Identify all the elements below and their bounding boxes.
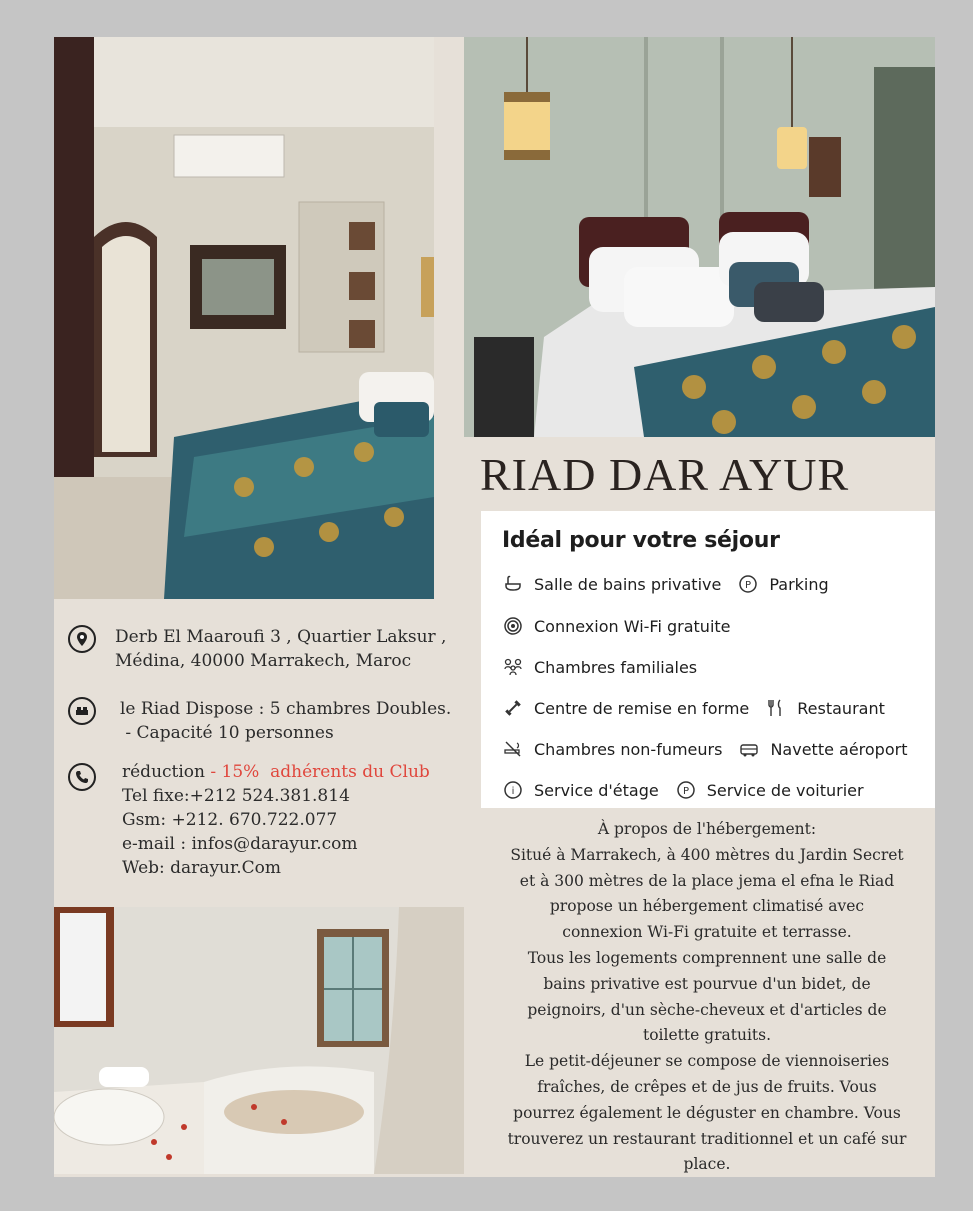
- bath-icon: [502, 573, 524, 595]
- reduction-offer: - 15% adhérents du Club: [205, 762, 430, 782]
- amenity-label: Restaurant: [797, 698, 885, 718]
- amenity-item: [502, 779, 659, 801]
- amenity-item: [502, 697, 749, 719]
- reduction-line: [122, 760, 430, 784]
- svg-text:i: i: [511, 786, 515, 797]
- amenity-item: [502, 615, 731, 637]
- fork-knife-icon: [765, 697, 787, 719]
- rooms-line-1: le Riad Dispose : 5 chambres Doubles.: [120, 699, 452, 719]
- amenity-item: [738, 738, 907, 760]
- amenity-label: Parking: [769, 574, 829, 594]
- bed-icon: [68, 697, 96, 725]
- about-line: et à 300 mètres de la place jema el efna le Riad: [519, 871, 895, 890]
- about-line: Situé à Marrakech, à 400 mètres du Jardin Secret: [510, 845, 904, 864]
- amenity-item: [765, 697, 885, 719]
- info-icon: [502, 779, 524, 801]
- valet-parking-icon: [675, 779, 697, 801]
- no-smoking-icon: [502, 738, 524, 760]
- about-line: bains privative est pourvue d'un bidet, de: [543, 974, 871, 993]
- about-line: trouverez un restaurant traditionnel et un café sur: [507, 1129, 907, 1148]
- amenity-item: [502, 656, 697, 678]
- location-pin-icon: [68, 625, 96, 653]
- amenity-item: [502, 738, 722, 760]
- about-line: place.: [683, 1155, 731, 1174]
- address-line-1: Derb El Maaroufi 3 , Quartier Laksur ,: [115, 627, 447, 647]
- reduction-label: réduction: [122, 762, 205, 782]
- about-line: pourrez également le déguster en chambre. Vous: [513, 1103, 901, 1122]
- amenity-item: [675, 779, 864, 801]
- about-line: Le petit-déjeuner se compose de viennoiseries: [524, 1052, 890, 1071]
- wifi-icon: [502, 615, 524, 637]
- email-address: e-mail : infos@darayur.com: [122, 834, 358, 854]
- svg-text:P: P: [745, 580, 752, 591]
- amenity-label: Navette aéroport: [770, 739, 908, 759]
- about-line: fraîches, de crêpes et de jus de fruits. Vous: [537, 1077, 877, 1096]
- bedroom-photo: [54, 37, 434, 599]
- amenities-row: [502, 779, 880, 801]
- amenity-label: Chambres familiales: [534, 657, 698, 677]
- about-line: peignoirs, d'un sèche-cheveux et d'articles de: [527, 1000, 887, 1019]
- shuttle-icon: [738, 738, 760, 760]
- amenity-label: Chambres non-fumeurs: [534, 739, 723, 759]
- amenities-row: [502, 697, 901, 719]
- amenity-label: Service de voiturier: [706, 780, 864, 800]
- amenities-row: [502, 615, 747, 637]
- svg-text:P: P: [682, 786, 689, 797]
- amenities-row: [502, 573, 845, 595]
- phone-number: Tel fixe:+212 524.381.814: [122, 786, 350, 806]
- address-line-2: Médina, 40000 Marrakech, Maroc: [115, 651, 412, 671]
- about-line: À propos de l'hébergement:: [597, 820, 817, 838]
- about-line: connexion Wi-Fi gratuite et terrasse.: [562, 923, 852, 942]
- about-section: [484, 817, 930, 1178]
- parking-icon: [737, 573, 759, 595]
- amenities-row: [502, 656, 713, 678]
- about-line: propose un hébergement climatisé avec: [549, 897, 865, 916]
- phone-icon: [68, 763, 96, 791]
- rooms-line-2: - Capacité 10 personnes: [120, 723, 334, 743]
- amenity-item: [502, 573, 721, 595]
- website: Web: darayur.Com: [122, 858, 282, 878]
- bed-lamps-photo: [464, 37, 935, 437]
- amenity-item: [737, 573, 828, 595]
- amenity-label: Salle de bains privative: [534, 574, 722, 594]
- dumbbell-icon: [502, 697, 524, 719]
- bathroom-photo: [54, 907, 464, 1174]
- gsm-number: Gsm: +212. 670.722.077: [122, 810, 338, 830]
- amenities-heading: Idéal pour votre séjour: [502, 528, 780, 553]
- amenity-label: Service d'étage: [534, 780, 659, 800]
- amenity-label: Centre de remise en forme: [534, 698, 750, 718]
- amenity-label: Connexion Wi-Fi gratuite: [534, 616, 731, 636]
- about-line: toilette gratuits.: [642, 1026, 772, 1045]
- amenities-box: [481, 511, 935, 808]
- page-title: RIAD DAR AYUR: [480, 449, 850, 500]
- about-line: Tous les logements comprennent une salle de: [527, 948, 887, 967]
- family-icon: [502, 656, 524, 678]
- amenities-row: [502, 738, 923, 760]
